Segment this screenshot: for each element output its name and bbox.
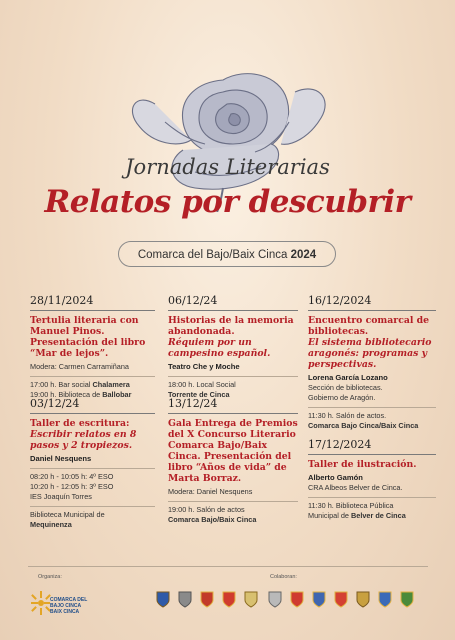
schedule-row: 19:00 h. Salón de actos [168,505,245,514]
divider [30,376,155,377]
town-crest-icon [312,590,326,608]
divider [308,497,436,498]
event-moderator: Modera: Carmen Carramiñana [30,362,129,371]
event-person: Alberto Gamón [308,473,363,482]
event-person: Lorena García Lozano [308,373,388,382]
event-title: Encuentro comarcal de bibliotecas. [308,315,430,337]
event-subtitle: El sistema bibliotecario aragonés: programas y perspectivas. [308,337,432,370]
event-detail: Sección de bibliotecas. [308,383,383,392]
event-subtitle: Réquiem por un campesino español. [168,337,271,359]
divider [168,501,298,502]
town-crest-icon [400,590,414,608]
schedule-row: 11:30 h. Biblioteca Pública [308,501,394,510]
schedule-row: Mequinenza [30,520,72,529]
schedule-row: 10:20 h - 12:05 h: 3º ESO [30,482,114,491]
schedule-row: Torrente de Cinca [168,390,230,399]
event-taller-ilustracion [308,438,436,521]
divider [308,407,436,408]
event-title: Taller de ilustración. [308,459,417,470]
event-person: Daniel Nesquens [30,454,92,463]
schedule-row: Biblioteca Municipal de [30,510,105,519]
title-main: Relatos por descubrir [44,184,411,220]
town-crest-icon [334,590,348,608]
event-title: Historias de la memoria abandonada. [168,315,294,337]
divider [168,376,298,377]
schedule-row: 19:00 h. Biblioteca de Ballobar [30,390,132,399]
town-crest-icon [200,590,214,608]
town-crest-icon [156,590,170,608]
event-title: Tertulia literaria con Manuel Pinos. Presentación del libro “Mar de lejos”. [30,315,146,359]
event-moderator: Modera: Daniel Nesquens [168,487,253,496]
schedule-row: 11:30 h. Salón de actos. [308,411,387,420]
event-title: Taller de escritura: [30,418,130,429]
event-subtitle: Escribir relatos en 8 pasos y 2 tropiezos. [30,429,137,451]
event-date: 16/12/2024 [308,294,436,311]
title-small: Jornadas Literarias [125,155,330,179]
divider [30,468,155,469]
colaboran-label: Colaboran: [270,574,297,580]
town-crest-icon [222,590,236,608]
event-date: 03/12/24 [30,397,155,414]
subtitle-pill [118,241,336,267]
schedule-row: Comarca Bajo/Baix Cinca [168,515,257,524]
schedule-row: 08:20 h - 10:05 h: 4º ESO [30,472,114,481]
event-title: Gala Entrega de Premios del X Concurso Literario Comarca Bajo/Baix Cinca. Presentación del libro “Años de vida” de Marta Borraz. [168,418,298,484]
schedule-row: Comarca Bajo Cinca/Baix Cinca [308,421,419,430]
comarca-logo-text: COMARCA DEL BAJO CINCA BAIX CINCA [50,597,88,615]
event-taller-escritura [30,397,155,530]
schedule-row: 18:00 h. Local Social [168,380,236,389]
town-crest-icon [244,590,258,608]
schedule-row: 17:00 h. Bar social Chalamera [30,380,130,389]
town-crest-icon [178,590,192,608]
event-date: 06/12/24 [168,294,298,311]
event-tertulia [30,294,155,400]
event-detail: Gobierno de Aragón. [308,393,376,402]
schedule-row: Municipal de Belver de Cinca [308,511,406,520]
event-encuentro [308,294,436,431]
town-crest-icon [290,590,304,608]
event-historias [168,294,298,400]
event-date: 28/11/2024 [30,294,155,311]
event-person: Teatro Che y Moche [168,362,240,371]
subtitle-text: Comarca del Bajo/Baix Cinca [137,249,288,261]
event-detail: CRA Albeos Belver de Cinca. [308,483,403,492]
footer-divider [28,566,428,567]
organiza-label: Organiza: [38,574,62,580]
subtitle-year: 2024 [290,249,317,261]
schedule-row: IES Joaquín Torres [30,492,92,501]
event-gala [168,397,298,525]
event-date: 17/12/2024 [308,438,436,455]
event-date: 13/12/24 [168,397,298,414]
town-crest-icon [378,590,392,608]
divider [30,506,155,507]
town-crest-icon [268,590,282,608]
town-crest-icon [356,590,370,608]
